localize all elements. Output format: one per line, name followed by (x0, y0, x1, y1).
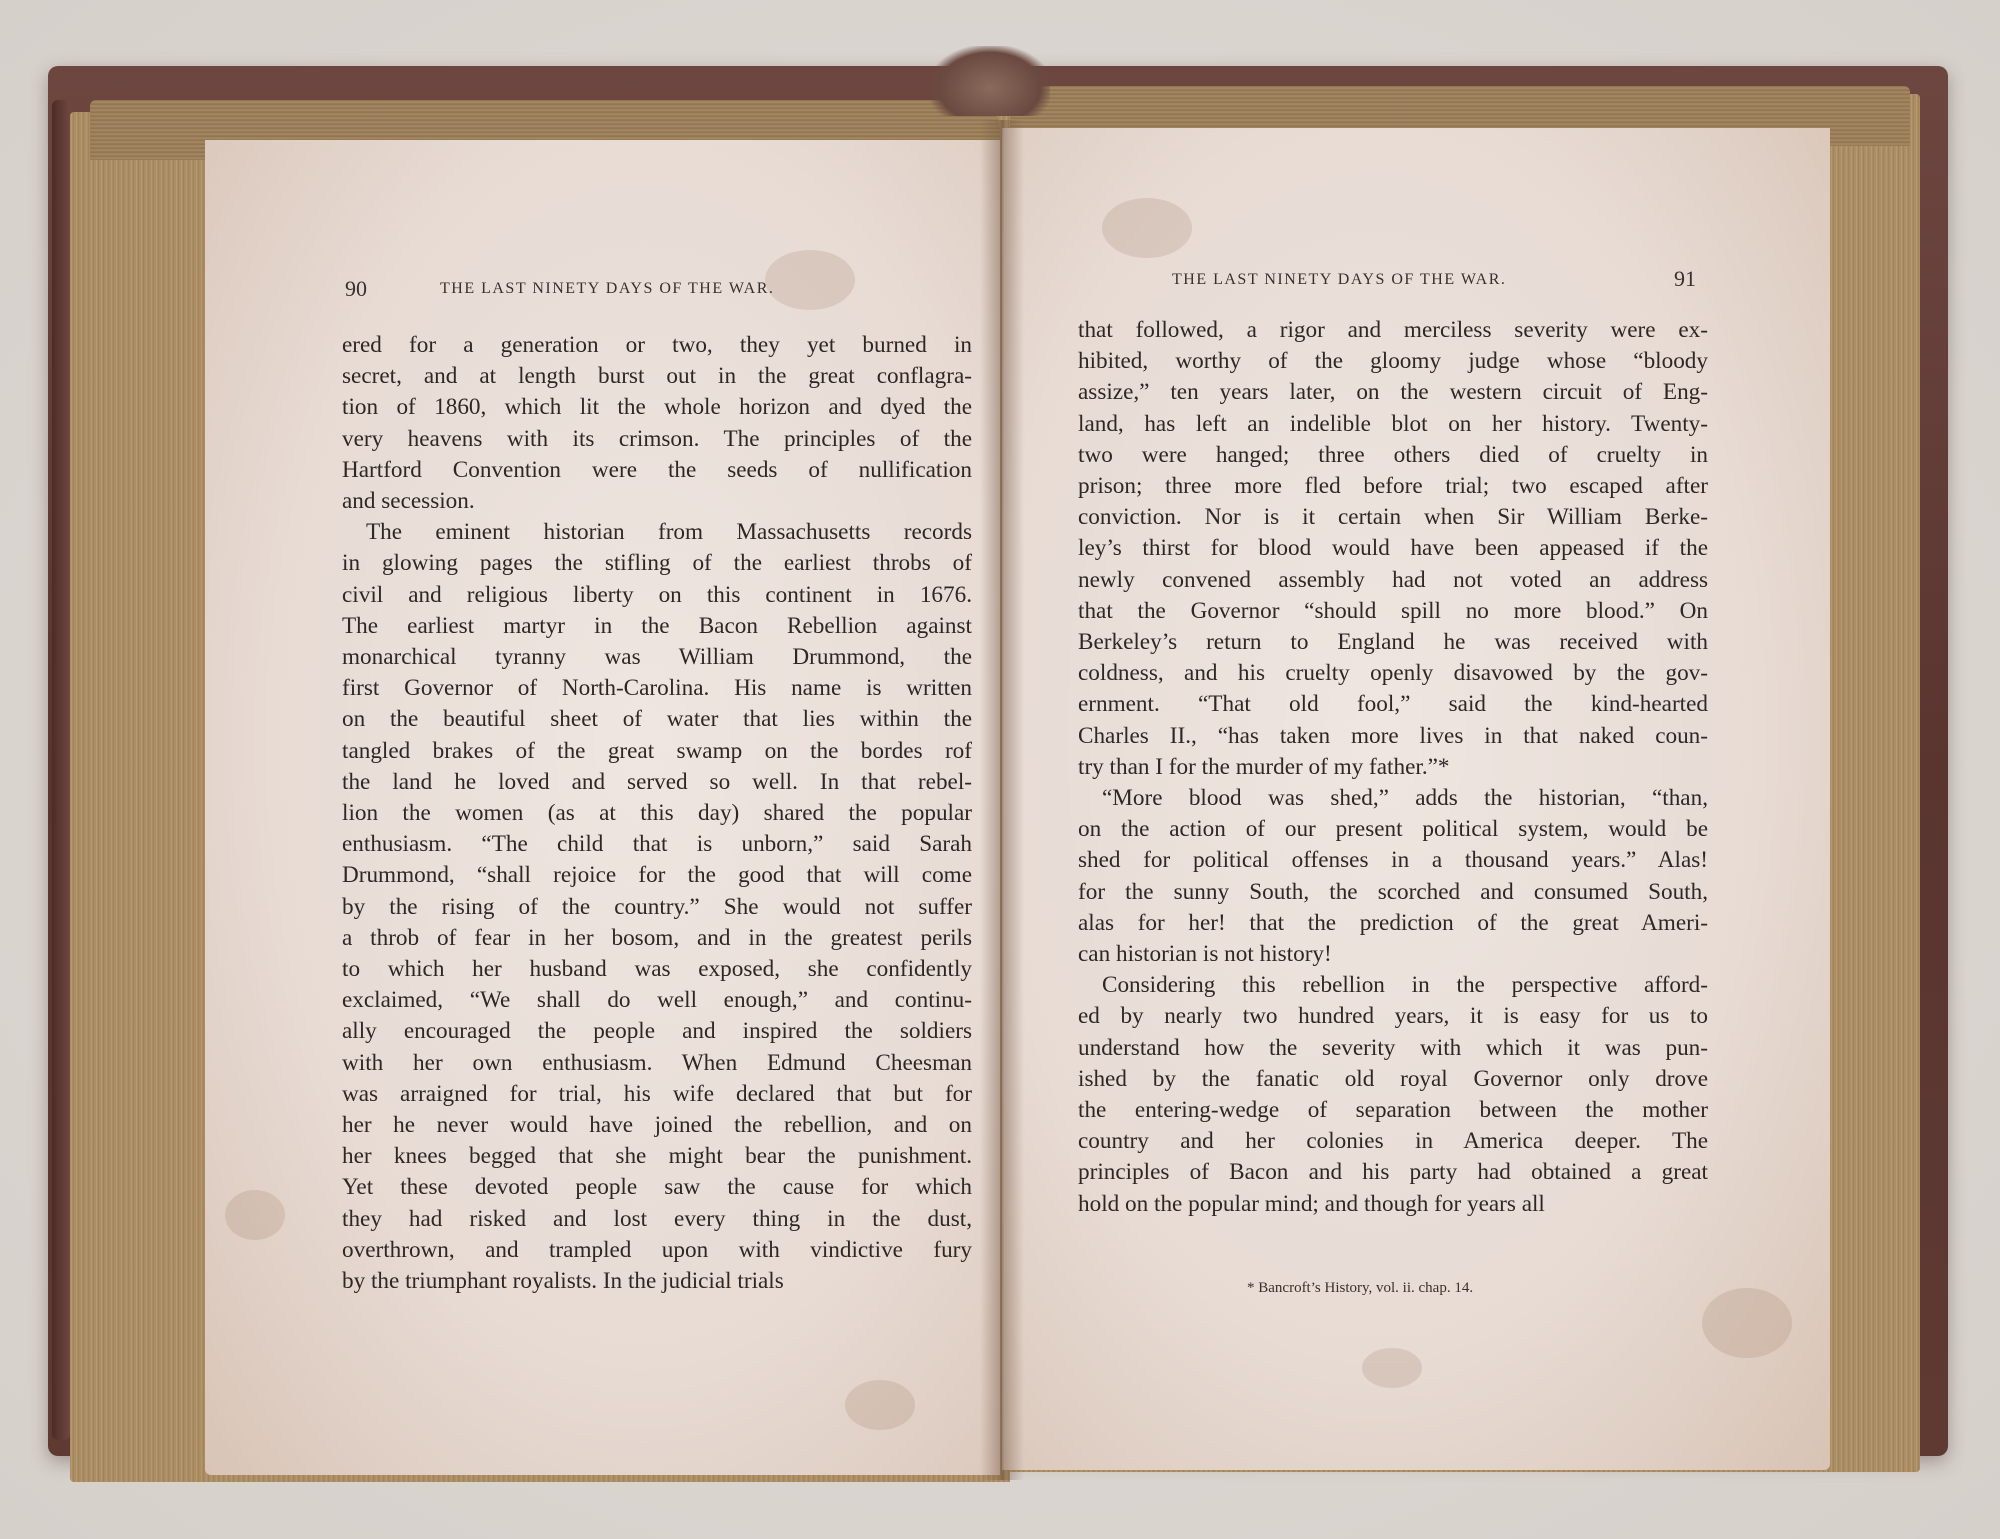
text-line: that the Governor “should spill no more blood.” On (1078, 597, 1708, 624)
text-line: conviction. Nor is it certain when Sir William Berke- (1078, 504, 1708, 531)
text-line: alas for her! that the prediction of the great Ameri- (1078, 909, 1708, 936)
text-line: newly convened assembly had not voted an address (1078, 566, 1708, 593)
text-line: land, has left an indelible blot on her history. Twenty- (1078, 410, 1708, 437)
text-line: overthrown, and trampled upon with vindictive fury (342, 1236, 972, 1263)
text-line: her knees begged that she might bear the punishment. (342, 1143, 972, 1170)
text-line: Yet these devoted people saw the cause for which (342, 1174, 972, 1201)
text-line: they had risked and lost every thing in the dust, (342, 1205, 972, 1232)
footnote: * Bancroft’s History, vol. ii. chap. 14. (1247, 1280, 1474, 1296)
text-line: shed for political offenses in a thousand years.” Alas! (1078, 847, 1708, 874)
left-page-text (342, 330, 972, 1297)
text-line: in glowing pages the stifling of the earliest throbs of (342, 550, 972, 577)
text-line: and secession. (342, 488, 475, 515)
left-page-number: 90 (345, 276, 367, 301)
text-line: Hartford Convention were the seeds of nullification (342, 456, 972, 483)
text-line: assize,” ten years later, on the western circuit of Eng- (1078, 379, 1708, 406)
text-line: country and her colonies in America deeper. The (1078, 1128, 1708, 1155)
text-line: by the rising of the country.” She would not suffer (342, 893, 972, 920)
text-line: hold on the popular mind; and though for years all (1078, 1190, 1545, 1217)
right-page (1002, 128, 1830, 1470)
text-line: ley’s thirst for blood would have been appeased if the (1078, 535, 1708, 562)
text-line: ished by the fanatic old royal Governor only drove (1078, 1065, 1708, 1092)
left-page (205, 140, 1000, 1475)
text-line: for the sunny South, the scorched and consumed South, (1078, 878, 1708, 905)
text-line: Berkeley’s return to England he was received with (1078, 629, 1708, 656)
text-line: two were hanged; three others died of cruelty in (1078, 441, 1708, 468)
text-line: prison; three more fled before trial; two escaped after (1078, 473, 1708, 500)
text-line: Charles II., “has taken more lives in that naked coun- (1078, 722, 1708, 749)
text-line: hibited, worthy of the gloomy judge whose “bloody (1078, 348, 1708, 375)
text-line: secret, and at length burst out in the great conflagra- (342, 363, 972, 390)
text-line: very heavens with its crimson. The principles of the (342, 425, 972, 452)
text-line: ed by nearly two hundred years, it is easy for us to (1078, 1003, 1708, 1030)
text-line: civil and religious liberty on this continent in 1676. (342, 581, 972, 608)
text-line: to which her husband was exposed, she confidently (342, 956, 972, 983)
text-line: “More blood was shed,” adds the historian, “than, (1102, 785, 1708, 812)
text-line: coldness, and his cruelty openly disavowed by the gov- (1078, 660, 1708, 687)
text-line: lion the women (as at this day) shared the popular (342, 800, 972, 827)
text-line: that followed, a rigor and merciless severity were ex- (1078, 317, 1708, 343)
text-line: ally encouraged the people and inspired the soldiers (342, 1018, 972, 1045)
text-line: by the triumphant royalists. In the judicial trials (342, 1268, 784, 1295)
text-line: the land he loved and served so well. In that rebel- (342, 768, 972, 795)
text-line: a throb of fear in her bosom, and in the greatest perils (342, 924, 972, 951)
text-line: enthusiasm. “The child that is unborn,” said Sarah (342, 831, 972, 858)
text-line: ernment. “That old fool,” said the kind-hearted (1078, 691, 1708, 718)
text-line: tangled brakes of the great swamp on the bordes rof (342, 737, 972, 764)
text-line: ered for a generation or two, they yet burned in (342, 332, 972, 358)
text-line: The earliest martyr in the Bacon Rebellion against (342, 612, 972, 639)
text-line: exclaimed, “We shall do well enough,” and continu- (342, 987, 972, 1014)
text-line: can historian is not history! (1078, 941, 1332, 968)
text-line: Drummond, “shall rejoice for the good that will come (342, 862, 972, 889)
text-line: understand how the severity with which it was pun- (1078, 1034, 1708, 1061)
text-line: was arraigned for trial, his wife declared that but for (342, 1080, 972, 1107)
left-running-head: THE LAST NINETY DAYS OF THE WAR. (440, 280, 775, 297)
text-line: The eminent historian from Massachusetts records (366, 519, 972, 546)
text-line: tion of 1860, which lit the whole horizon and dyed the (342, 394, 972, 421)
text-line: her he never would have joined the rebellion, and on (342, 1112, 972, 1139)
text-line: Considering this rebellion in the perspective afford- (1102, 972, 1708, 999)
text-line: the entering-wedge of separation between the mother (1078, 1097, 1708, 1124)
text-line: on the beautiful sheet of water that lies within the (342, 706, 972, 733)
text-line: try than I for the murder of my father.”* (1078, 753, 1450, 780)
cover-edge (52, 100, 70, 1440)
text-line: principles of Bacon and his party had obtained a great (1078, 1159, 1708, 1186)
text-line: on the action of our present political system, would be (1078, 816, 1708, 843)
right-page-number: 91 (1674, 266, 1696, 291)
text-line: with her own enthusiasm. When Edmund Cheesman (342, 1049, 972, 1076)
right-page-text (1078, 315, 1708, 1220)
text-line: monarchical tyranny was William Drummond, the (342, 644, 972, 671)
text-line: first Governor of North-Carolina. His name is written (342, 675, 972, 702)
right-running-head: THE LAST NINETY DAYS OF THE WAR. (1172, 271, 1507, 288)
frayed-spine (930, 46, 1050, 116)
